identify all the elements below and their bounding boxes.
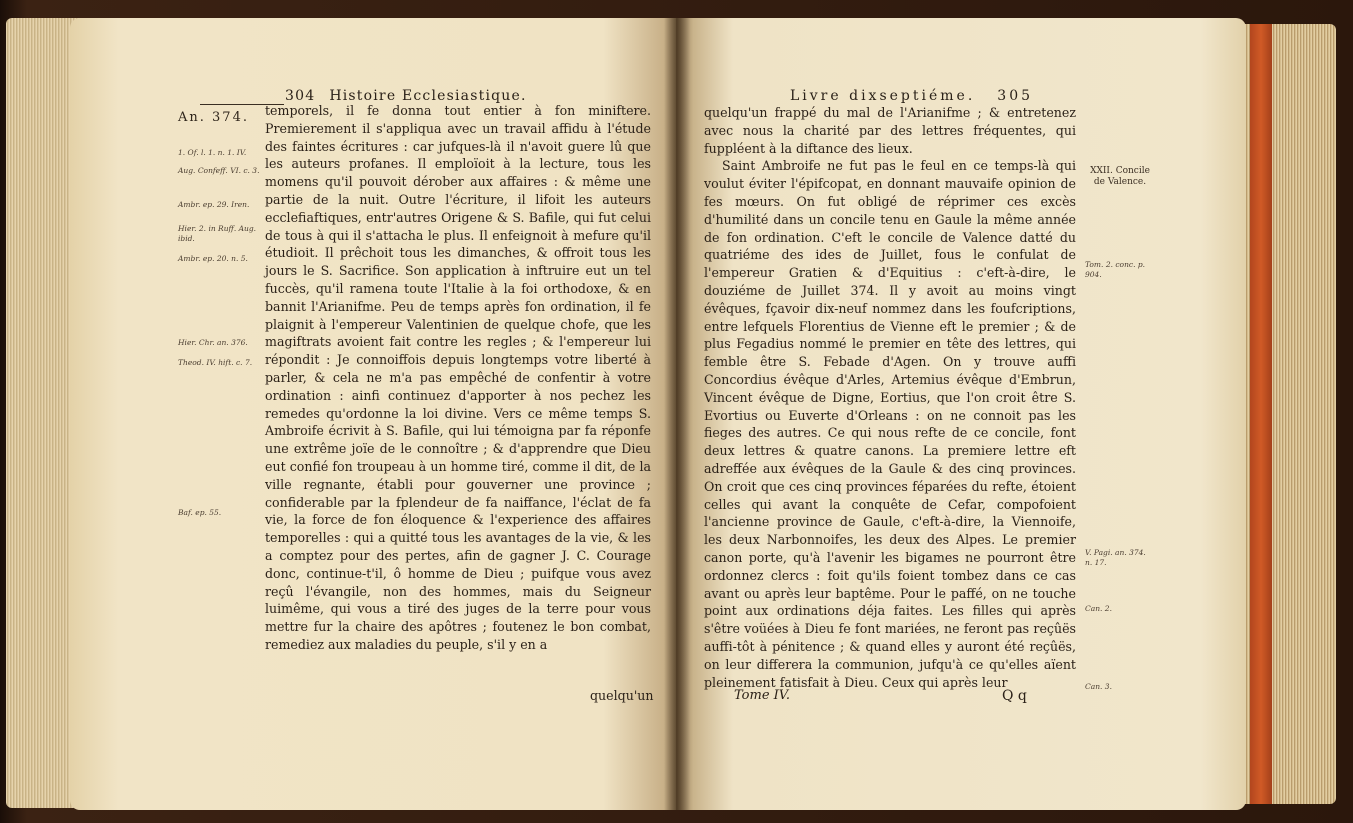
right-page-number: 305 — [997, 88, 1034, 104]
margin-note: Ambr. ep. 20. n. 5. — [178, 254, 248, 263]
left-running-title: Histoire Ecclesiastique. — [329, 88, 527, 104]
margin-note: 1. Of. l. 1. n. 1. IV. — [178, 148, 247, 157]
left-body-text — [265, 102, 651, 654]
right-body-text — [704, 104, 1076, 691]
signature-mark: Q q — [1002, 688, 1027, 704]
margin-note: Hier. 2. in Ruff. Aug. ibid. — [178, 224, 257, 243]
margin-note: Ambr. ep. 29. Iren. — [178, 200, 250, 209]
margin-note: Can. 3. — [1085, 682, 1112, 691]
right-running-header — [790, 88, 1033, 104]
volume-label: Tome IV. — [734, 688, 791, 703]
catchword: quelqu'un — [590, 688, 654, 703]
margin-note: Theod. IV. hift. c. 7. — [178, 358, 253, 367]
margin-note: Tom. 2. conc. p. 904. — [1085, 260, 1146, 279]
left-page-number: 304 — [285, 88, 316, 104]
margin-note: V. Pagi. an. 374. n. 17. — [1085, 548, 1146, 567]
margin-note: Hier. Chr. an. 376. — [178, 338, 248, 347]
binding-band — [1250, 24, 1272, 804]
right-paragraph: Saint Ambroife ne fut pas le feul en ce temps-là qui voulut éviter l'épifcopat, en donnant mauvaife opinion de fes mœurs. On fut obligé de réprimer ces excès d'humilité dans un concile tenu en Gaule la même année de fon ordination. C'eft le concile de Valence datté du quatriéme des ides de Juillet, fous le confulat de l'empereur Gratien & d'Equitius : c'eft-à-dire, le douziéme de Juillet 374. Il y avoit au moins vingt évêques, fçavoir dix-neuf nommez dans les foufcriptions, entre lefquels Florentius de Vienne eft le premier ; & de plus Fegadius nommé le premier en tête des lettres, qui femble être S. Febade d'Agen. On y trouve auffi Concordius évêque d'Arles, Artemius évêque d'Embrun, Vincent évêque de Digne, Eortius, que l'on croit être S. Evortius ou Euverte d'Orleans : on ne connoit pas les fieges des autres. Ce qui nous refte de ce concile, font deux lettres & quatre canons. La premiere lettre eft adreffée aux évêques de la Gaule & des cinq provinces. On croit que ces cinq provinces féparées du refte, étoient celles qui avant la conquête de Cefar, compofoient l'ancienne province de Gaule, c'eft-à-dire, la Viennoife, les deux Narbonnoifes, les deux des Alpes. Le premier canon porte, qu'à l'avenir les bigames ne pourront être ordonnez clercs : foit qu'ils foient tombez dans ce cas avant ou après leur baptême. Pour le paffé, on ne touche point aux ordinations déja faites. Les filles qui après s'être voüées à Dieu fe font mariées, ne feront pas reçûës auffi-tôt à pénitence ; & quand elles y auront été reçûës, on leur differera la communion, jufqu'à ce qu'elles aïent pleinement fatisfait à Dieu. Ceux qui après leur — [704, 158, 1076, 690]
margin-note: Baf. ep. 55. — [178, 508, 222, 517]
section-margin-note: XXII. Concile de Valence. — [1090, 166, 1150, 187]
left-paragraph: temporels, il fe donna tout entier à fon miniftere. Premierement il s'appliqua avec un travail affidu à l'étude des faintes écritures : car jufques-là il n'avoit guere lû que les auteurs profanes. Il emploïoit à la lecture, tous les momens qu'il pouvoit dérober aux affaires : & même une partie de la nuit. Outre l'écriture, il lifoit les auteurs ecclefiaftiques, entr'autres Origene & S. Bafile, qui fut celui de tous à qui il s'attacha le plus. Il enfeignoit à mefure qu'il étudioit. Il prêchoit tous les dimanches, & offroit tous les jours le S. Sacrifice. Son application à inftruire eut un tel fuccès, qu'il ramena toute l'Italie à la foi orthodoxe, & en bannit l'Arianifme. Peu de temps après fon ordination, il fe plaignit à l'empereur Valentinien de quelque chofe, que les magiftrats avoient fait contre les regles ; & l'empereur lui répondit : Je connoiffois depuis longtemps votre liberté à parler, & cela ne m'a pas empêché de confentir à votre ordination : ainfi continuez d'apporter à nos pechez les remedes qu'ordonne la loi divine. Vers ce même temps S. Ambroife écrivit à S. Bafile, qui lui témoigna par fa réponfe une extrême joïe de le connoître ; & d'apprendre que Dieu eut confié fon troupeau à un homme tiré, comme il dit, de la ville regnante, établi pour gouverner une province ; confiderable par la fplendeur de fa naiffance, l'éclat de fa vie, la force de fon éloquence & l'experience des affaires temporelles : qui a quitté tous les avantages de la vie, & les a comptez pour des pertes, afin de gagner J. C. Courage donc, continue-t'il, ô homme de Dieu ; puifque vous avez reçû l'évangile, non des hommes, mais du Seigneur luimême, qui vous a tiré des juges de la terre pour vous mettre fur la chaire des apôtres ; foutenez le bon combat, remediez aux maladies du peuple, s'il y en a — [265, 103, 651, 652]
year-label: An. 374. — [178, 110, 249, 125]
book-gutter — [664, 18, 690, 810]
margin-note: Can. 2. — [1085, 604, 1112, 613]
page-edges-right — [1236, 24, 1336, 804]
right-running-title: Livre dixseptiéme. — [790, 88, 976, 104]
margin-note: Aug. Confeff. VI. c. 3. — [178, 166, 260, 175]
right-paragraph: quelqu'un frappé du mal de l'Arianifme ; & entretenez avec nous la charité par des lettres fréquentes, qui fuppléent à la diftance des lieux. — [704, 105, 1076, 156]
